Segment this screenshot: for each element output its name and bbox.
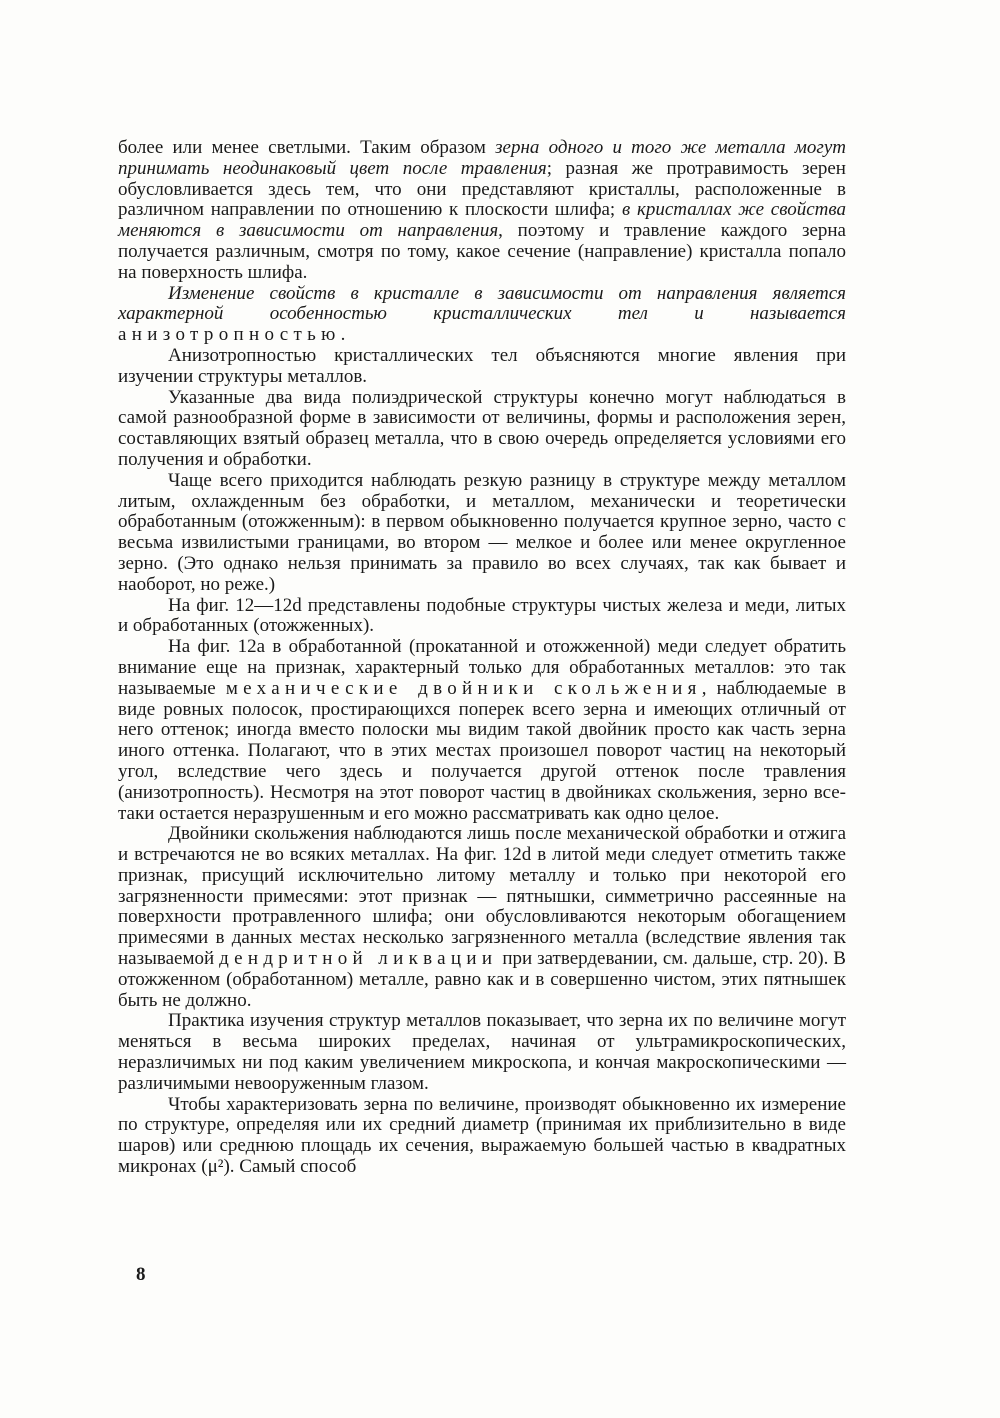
emphasized-text: Изменение свойств в кристалле в зависимости от направления является характерной особенностью кристаллических тел и называется (118, 282, 846, 325)
paragraph (118, 471, 846, 596)
text-run: , поэтому и травление каждого зерна получается различным, смотря по тому, какое сечение (направление) кристалла попало на поверхность шлифа. (118, 220, 846, 283)
paragraph (118, 388, 846, 471)
paragraph (118, 596, 846, 638)
paragraph (118, 824, 846, 1011)
text-run: при затвердевании, см. дальше, стр. 20). В отожженном (обработанном) металле, равно как и в совершенно чистом, этих пятнышек быть не должно. (118, 948, 846, 1011)
spaced-term: дендритной ликвации (219, 948, 498, 970)
text-run: Практика изучения структур металлов показывает, что зерна их по величине могут меняться в весьма широких пределах, начиная от ультрамикроскопических, неразличимых ни под каким увеличением микроскопа, и кончая макроскопическими — различимыми невооруженным глазом. (118, 1010, 846, 1094)
text-run: Указанные два вида полиэдрической структуры конечно могут наблюдаться в самой разнообразной форме в зависимости от величины, формы и расположения зерен, составляющих взятый образец металла, что в свою очередь определяется условиями его получения и обработки. (118, 386, 846, 470)
spaced-term: анизотропностью (118, 324, 341, 346)
text-run: Чтобы характеризовать зерна по величине, производят обыкновенно их измерение по структуре, определяя или их средний диаметр (принимая их приблизительно в виде шаров) или среднюю площадь их сечения, выражаемую большей частью в квадратных микронах (μ²). Самый способ (118, 1093, 846, 1178)
text-run: На фиг. 12a в обработанной (прокатанной и отожженной) меди следует обратить внимание еще на признак, характерный только для обработанных металлов: это так называемые (118, 636, 846, 699)
text-run: Двойники скольжения наблюдаются лишь после механической обработки и отжига и встречаются не во всяких металлах. На фиг. 12d в литой меди следует отметить также признак, присущий исключительно литому металлу и только при некоторой его загрязненности примесями: этот признак — пятнышки, симметрично рассеянные на поверхности протравленного шлифа; они обусловливаются некоторым обогащением примесями в данных местах несколько загрязненного металла (вследствие явления так называемой (118, 823, 846, 970)
text-run: Чаще всего приходится наблюдать резкую разницу в структуре между металлом литым, охлажденным без обработки, и металлом, механически и теоретически обработанным (отожженным): в первом обыкновенно получается крупное зерно, часто с весьма извилистыми границами, во втором — мелкое и более или менее округленное зерно. (Это однако нельзя принимать за правило во всех случаях, так как бывает и наоборот, но реже.) (118, 469, 846, 595)
page-number: 8 (136, 1264, 146, 1285)
paragraph (118, 346, 846, 388)
body-text (118, 138, 846, 1178)
spaced-term: механические двойники скольжения (225, 677, 702, 699)
paragraph (118, 637, 846, 824)
paragraph (118, 1095, 846, 1178)
emphasized-text: зерна одного и того же металла могут принимать неодинаковый цвет после травления (118, 137, 846, 179)
text-run: , наблюдаемые в виде ровных полосок, простирающихся поперек всего зерна и имеющих отличный от него оттенок; иногда вместо полоски мы видим такой двойник просто как часть зерна иного оттенка. Полагают, что в этих местах произошел поворот частиц на некоторый угол, вследствие чего здесь и получается другой оттенок после травления (анизотропность). Несмотря на этот поворот частиц в двойниках скольжения, зерно все-таки остается неразрушенным и его можно рассматривать как одно целое. (118, 677, 846, 824)
text-run: . (340, 324, 346, 346)
text-run: более или менее светлыми. Таким образом (118, 137, 496, 158)
paragraph (118, 284, 846, 346)
paragraph (118, 138, 846, 284)
paragraph (118, 1011, 846, 1094)
text-run: Анизотропностью кристаллических тел объясняются многие явления при изучении структуры металлов. (118, 344, 846, 387)
emphasized-text: в кристаллах же свойства меняются в зависимости от направления (118, 199, 846, 242)
text-run: На фиг. 12—12d представлены подобные структуры чистых железа и меди, литых и обработанных (отожженных). (118, 594, 846, 637)
text-run: ; разная же протравимость зерен обусловливается здесь тем, что они представляют кристаллы, расположенные в различном направлении по отношению к плоскости шлифа; (118, 157, 846, 221)
